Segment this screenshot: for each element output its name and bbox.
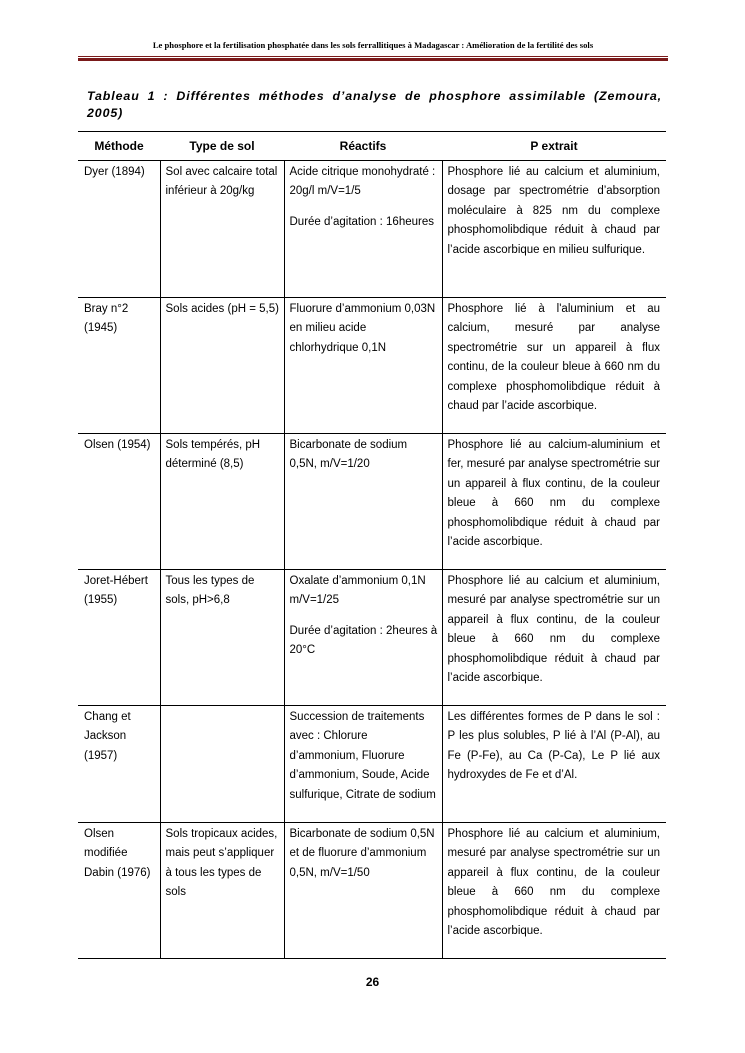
table-body [78, 161, 666, 959]
cell-methode: Chang et Jackson (1957) [78, 706, 160, 823]
cell-p-extrait: Les différentes formes de P dans le sol : P les plus solubles, P lié à l’Al (P-Al), au Fe (P-Fe), au Ca (P-Ca), Le P lié aux hydroxydes de Fe et d’Al. [442, 706, 666, 823]
table-row [78, 298, 666, 434]
reactif-line: Durée d’agitation : 2heures à 20°C [289, 624, 438, 657]
header-p-extrait: P extrait [442, 132, 666, 161]
reactif-line: Bicarbonate de sodium 0,5N, m/V=1/20 [289, 439, 408, 471]
reactif-line: Fluorure d’ammonium 0,03N en milieu acide chlorhydrique 0,1N [289, 303, 436, 354]
cell-reactifs [284, 570, 442, 706]
table-row [78, 706, 666, 823]
header-rule-thin [78, 56, 668, 57]
table-row [78, 161, 666, 298]
running-header: Le phosphore et la fertilisation phosphatée dans les sols ferrallitiques à Madagascar : Amélioration de la fertilité des sols [152, 40, 594, 50]
header-methode: Méthode [78, 132, 160, 161]
cell-reactifs [284, 706, 442, 823]
reactif-line: Oxalate d’ammonium 0,1N m/V=1/25 [289, 575, 426, 607]
reactif-line: Durée d’agitation : 16heures [289, 215, 434, 228]
table-row [78, 570, 666, 706]
cell-methode: Olsen modifiée Dabin (1976) [78, 823, 160, 959]
cell-type-sol: Sols tempérés, pH déterminé (8,5) [160, 434, 284, 570]
cell-p-extrait: Phosphore lié au calcium et aluminium, mesuré par analyse spectrométrie sur un appareil à flux continu, de la couleur bleue à 660 nm du complexe phosphomolibdique réduit à chaud par l’acide ascorbique. [442, 823, 666, 959]
table-caption: Tableau 1 : Différentes méthodes d’analyse de phosphore assimilable (Zemoura, 2005) [87, 89, 662, 120]
cell-methode: Dyer (1894) [78, 161, 160, 298]
reactif-line: Bicarbonate de sodium 0,5N et de fluorure d’ammonium 0,5N, m/V=1/50 [289, 828, 435, 879]
cell-methode: Bray n°2 (1945) [78, 298, 160, 434]
cell-reactifs [284, 161, 442, 298]
cell-type-sol [160, 706, 284, 823]
cell-type-sol: Sols acides (pH = 5,5) [160, 298, 284, 434]
cell-reactifs [284, 298, 442, 434]
cell-methode: Olsen (1954) [78, 434, 160, 570]
cell-reactifs [284, 434, 442, 570]
cell-p-extrait: Phosphore lié à l'aluminium et au calcium, mesuré par analyse spectrométrie sur un appareil à flux continu, de la couleur bleue à 660 nm du complexe phosphomolibdique réduit à chaud par l’acide ascorbique. [442, 298, 666, 434]
cell-p-extrait: Phosphore lié au calcium et aluminium, dosage par spectrométrie d’absorption moléculaire à 825 nm du complexe phosphomolibdique réduit à chaud par l’acide ascorbique en milieu sulfurique. [442, 161, 666, 298]
table-row [78, 434, 666, 570]
cell-type-sol: Tous les types de sols, pH>6,8 [160, 570, 284, 706]
table-row [78, 823, 666, 959]
page-number: 26 [365, 975, 380, 989]
reactif-line: Succession de traitements avec : Chlorure d’ammonium, Fluorure d’ammonium, Soude, Acide sulfurique, Citrate de sodium [289, 711, 436, 801]
reactif-line: Acide citrique monohydraté : 20g/l m/V=1/5 [289, 166, 436, 198]
header-rule-thick [78, 58, 668, 61]
cell-p-extrait: Phosphore lié au calcium et aluminium, mesuré par analyse spectrométrie sur un appareil à flux continu, de la couleur bleue à 660 nm du complexe phosphomolibdique réduit à chaud par l’acide ascorbique. [442, 570, 666, 706]
cell-p-extrait: Phosphore lié au calcium-aluminium et fer, mesuré par analyse spectrométrie sur un appareil à flux continu, de la couleur bleue à 660 nm du complexe phosphomolibdique réduit à chaud par l’acide ascorbique. [442, 434, 666, 570]
header-reactifs: Réactifs [284, 132, 442, 161]
methods-table [78, 131, 666, 959]
cell-methode: Joret-Hébert (1955) [78, 570, 160, 706]
header-type-sol: Type de sol [160, 132, 284, 161]
cell-type-sol: Sol avec calcaire total inférieur à 20g/kg [160, 161, 284, 298]
cell-type-sol: Sols tropicaux acides, mais peut s’appliquer à tous les types de sols [160, 823, 284, 959]
table-header-row [78, 132, 666, 161]
cell-reactifs [284, 823, 442, 959]
